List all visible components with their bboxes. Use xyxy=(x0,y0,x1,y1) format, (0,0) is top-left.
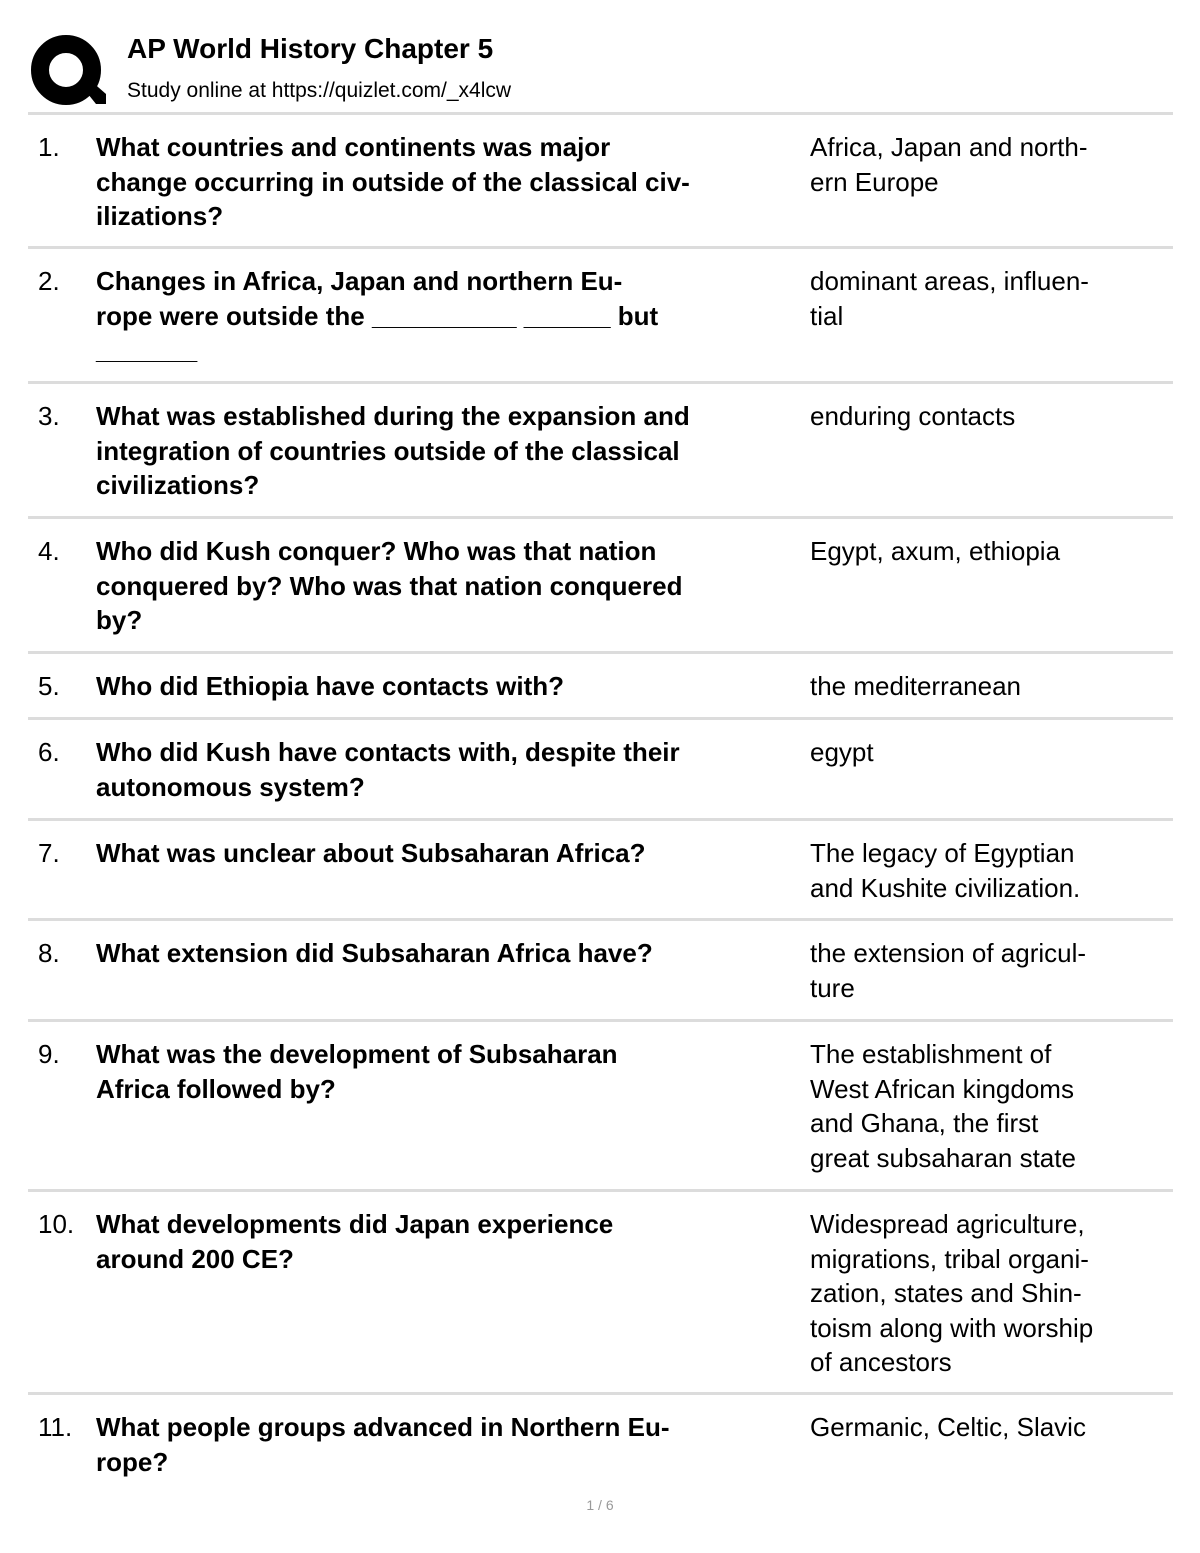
flashcard-row xyxy=(28,821,1173,921)
card-number: 3. xyxy=(38,401,60,431)
flashcard-row xyxy=(28,115,1173,249)
card-term: What people groups advanced in Northern Eu- rope? xyxy=(96,1412,670,1477)
card-number: 9. xyxy=(38,1039,60,1069)
card-number: 1. xyxy=(38,132,60,162)
card-number: 4. xyxy=(38,536,60,566)
card-number: 6. xyxy=(38,737,60,767)
page-header xyxy=(30,28,1172,112)
card-term: Who did Kush conquer? Who was that nation conquered by? Who was that nation conquered by? xyxy=(96,536,683,635)
card-term: What developments did Japan experience around 200 CE? xyxy=(96,1209,614,1274)
flashcard-row xyxy=(28,519,1173,654)
card-definition: The establishment of West African kingdoms and Ghana, the first great subsaharan state xyxy=(810,1039,1076,1173)
card-definition: Widespread agriculture, migrations, tribal organi- zation, states and Shin- toism along with worship of ancestors xyxy=(810,1209,1094,1377)
flashcard-row xyxy=(28,720,1173,821)
card-number: 8. xyxy=(38,938,60,968)
card-definition: The legacy of Egyptian and Kushite civilization. xyxy=(810,838,1081,903)
page-number: 1 / 6 xyxy=(586,1497,614,1513)
card-term: What countries and continents was major change occurring in outside of the classical civ- ilizations? xyxy=(96,132,690,231)
card-number: 7. xyxy=(38,838,60,868)
card-term: What was established during the expansion and integration of countries outside of the classical civilizations? xyxy=(96,401,690,500)
flashcard-row xyxy=(28,384,1173,519)
flashcard-row xyxy=(28,249,1173,384)
flashcard-row xyxy=(28,1395,1173,1495)
card-definition: Germanic, Celtic, Slavic xyxy=(810,1412,1086,1442)
card-definition: dominant areas, influen- tial xyxy=(810,266,1089,331)
flashcard-row xyxy=(28,654,1173,720)
card-definition: enduring contacts xyxy=(810,401,1016,431)
card-number: 2. xyxy=(38,266,60,296)
flashcard-row xyxy=(28,921,1173,1022)
card-number: 11. xyxy=(38,1412,73,1442)
study-online-link[interactable]: Study online at https://quizlet.com/_x4lcw xyxy=(127,79,512,102)
card-definition: Africa, Japan and north- ern Europe xyxy=(810,132,1088,197)
card-number: 10. xyxy=(38,1209,75,1239)
card-term: Who did Ethiopia have contacts with? xyxy=(96,671,565,701)
card-definition: Egypt, axum, ethiopia xyxy=(810,536,1061,566)
card-term: What was unclear about Subsaharan Africa? xyxy=(96,838,646,868)
card-definition: the mediterranean xyxy=(810,671,1022,701)
flashcard-row xyxy=(28,1022,1173,1192)
card-definition: the extension of agricul- ture xyxy=(810,938,1087,1003)
card-term: Changes in Africa, Japan and northern Eu- rope were outside the __________ ______ but _______ xyxy=(96,266,659,365)
card-term: What extension did Subsaharan Africa have? xyxy=(96,938,653,968)
card-term: Who did Kush have contacts with, despite their autonomous system? xyxy=(96,737,680,802)
card-definition: egypt xyxy=(810,737,874,767)
flashcard-row xyxy=(28,1192,1173,1395)
quizlet-logo-icon xyxy=(30,32,106,108)
page-title: AP World History Chapter 5 xyxy=(127,33,494,64)
card-number: 5. xyxy=(38,671,60,701)
flashcard-list xyxy=(28,112,1173,1495)
card-term: What was the development of Subsaharan Africa followed by? xyxy=(96,1039,618,1104)
